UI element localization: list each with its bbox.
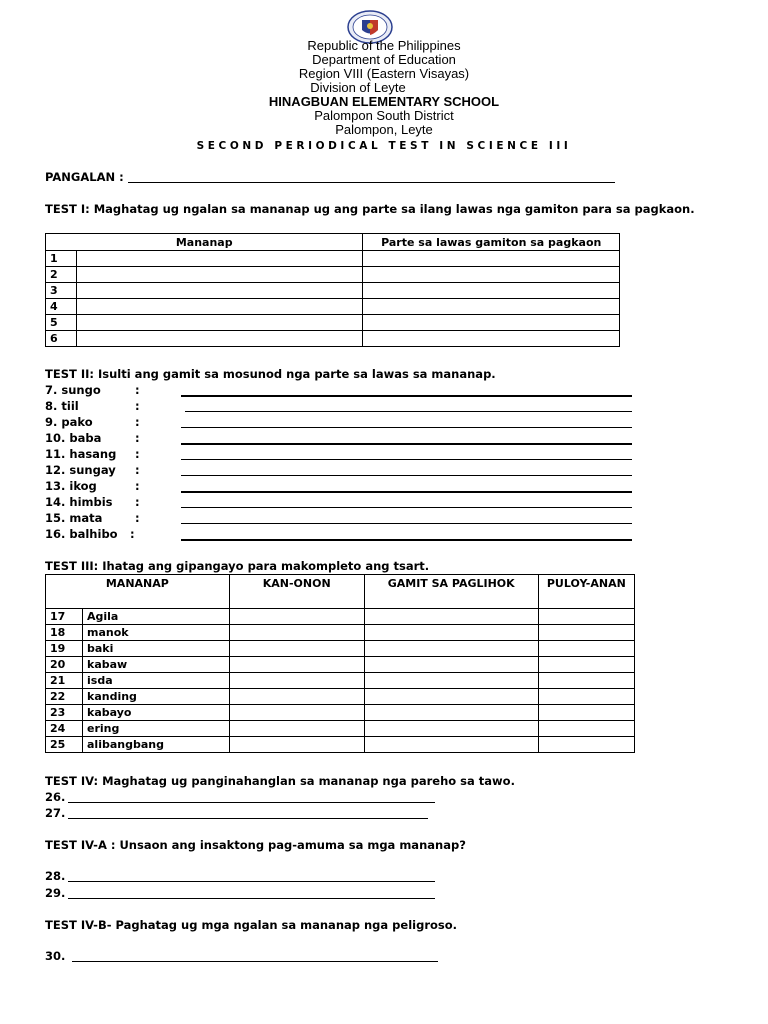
table-row — [46, 705, 635, 721]
test2-answer-line[interactable] — [185, 411, 632, 412]
test4-answer-line[interactable] — [68, 802, 435, 803]
answer-cell[interactable] — [364, 641, 538, 657]
table-row — [46, 331, 620, 347]
table-row — [46, 283, 620, 299]
row-number: 3 — [46, 283, 77, 299]
answer-cell[interactable] — [363, 251, 620, 267]
animal-cell: manok — [83, 625, 230, 641]
test4b-instruction: TEST IV-B- Paghatag ug mga ngalan sa mananap nga peligroso. — [45, 918, 458, 932]
test2-item-label: 12. sungay — [45, 463, 116, 477]
test2-item-label: 8. tiil — [45, 399, 79, 413]
row-number: 5 — [46, 315, 77, 331]
name-input-line[interactable] — [128, 182, 615, 183]
header-line-3: Region VIII (Eastern Visayas) — [298, 66, 470, 81]
answer-cell[interactable] — [77, 315, 363, 331]
test3-col-gamit: GAMIT SA PAGLIHOK — [364, 575, 538, 609]
test2-item-colon: : — [135, 399, 140, 413]
test2-item-label: 13. ikog — [45, 479, 97, 493]
answer-cell[interactable] — [538, 721, 634, 737]
animal-cell: kabayo — [83, 705, 230, 721]
test4a-answer-line[interactable] — [68, 881, 435, 882]
test4a-answer-line[interactable] — [68, 898, 435, 899]
table-row — [46, 721, 635, 737]
table-row — [46, 737, 635, 753]
answer-cell[interactable] — [538, 673, 634, 689]
table-row — [46, 267, 620, 283]
answer-cell[interactable] — [363, 283, 620, 299]
test2-item-colon: : — [135, 479, 140, 493]
answer-cell[interactable] — [364, 625, 538, 641]
animal-cell: kabaw — [83, 657, 230, 673]
animal-cell: kanding — [83, 689, 230, 705]
table-row — [46, 657, 635, 673]
answer-cell[interactable] — [229, 673, 364, 689]
answer-cell[interactable] — [229, 705, 364, 721]
answer-cell[interactable] — [77, 331, 363, 347]
answer-cell[interactable] — [538, 657, 634, 673]
answer-cell[interactable] — [538, 705, 634, 721]
answer-cell[interactable] — [363, 331, 620, 347]
test2-answer-line[interactable] — [181, 427, 632, 428]
test4b-answer-line[interactable] — [72, 961, 438, 962]
test3-table — [45, 574, 635, 753]
answer-cell[interactable] — [363, 315, 620, 331]
test4-item-label: 27. — [45, 806, 66, 820]
test4a-item-label: 29. — [45, 886, 66, 900]
animal-cell: alibangbang — [83, 737, 230, 753]
animal-cell: ering — [83, 721, 230, 737]
row-number: 22 — [46, 689, 83, 705]
row-number: 24 — [46, 721, 83, 737]
test2-item-colon: : — [135, 415, 140, 429]
test3-col-kanonon: KAN-ONON — [229, 575, 364, 609]
answer-cell[interactable] — [77, 267, 363, 283]
test2-item-colon: : — [135, 511, 140, 525]
exam-title: SECOND PERIODICAL TEST IN SCIENCE III — [196, 140, 572, 152]
test1-instruction: TEST I: Maghatag ug ngalan sa mananap ug ang parte sa ilang lawas nga gamiton para sa pagkaon. — [45, 202, 695, 216]
test2-item-colon: : — [135, 495, 140, 509]
row-number: 25 — [46, 737, 83, 753]
test2-answer-line[interactable] — [181, 523, 632, 524]
row-number: 19 — [46, 641, 83, 657]
table-row — [46, 641, 635, 657]
test2-answer-line[interactable] — [181, 475, 632, 476]
test2-answer-line[interactable] — [181, 539, 632, 541]
answer-cell[interactable] — [364, 721, 538, 737]
answer-cell[interactable] — [364, 609, 538, 625]
test2-answer-line[interactable] — [181, 459, 632, 460]
test2-item-colon: : — [135, 383, 140, 397]
test4a-instruction: TEST IV-A : Unsaon ang insaktong pag-amuma sa mga mananap? — [45, 838, 466, 852]
test4b-item-label: 30. — [45, 949, 66, 963]
test2-answer-line[interactable] — [181, 443, 632, 445]
answer-cell[interactable] — [229, 737, 364, 753]
table-row — [46, 609, 635, 625]
answer-cell[interactable] — [364, 689, 538, 705]
test2-answer-line[interactable] — [181, 395, 632, 397]
town-name: Palompon, Leyte — [335, 122, 433, 137]
test2-item-colon: : — [135, 447, 140, 461]
test4-instruction: TEST IV: Maghatag ug panginahanglan sa mananap nga pareho sa tawo. — [45, 774, 515, 788]
row-number: 6 — [46, 331, 77, 347]
row-number: 23 — [46, 705, 83, 721]
test2-item-colon: : — [135, 463, 140, 477]
row-number: 17 — [46, 609, 83, 625]
row-number: 20 — [46, 657, 83, 673]
test2-item-label: 7. sungo — [45, 383, 101, 397]
table-row — [46, 251, 620, 267]
table-row — [46, 673, 635, 689]
answer-cell[interactable] — [363, 299, 620, 315]
test4a-item-label: 28. — [45, 869, 66, 883]
name-label: PANGALAN : — [45, 170, 124, 184]
test1-table — [45, 233, 620, 347]
answer-cell[interactable] — [229, 641, 364, 657]
test1-col-mananap: Mananap — [46, 234, 363, 251]
test3-col-puloyanan: PULOY-ANAN — [538, 575, 634, 609]
answer-cell[interactable] — [229, 721, 364, 737]
answer-cell[interactable] — [538, 609, 634, 625]
test2-item-label: 11. hasang — [45, 447, 117, 461]
test3-col-mananap: MANANAP — [46, 575, 230, 609]
answer-cell[interactable] — [77, 251, 363, 267]
test2-item-colon: : — [135, 431, 140, 445]
header-line-2: Department of Education — [312, 52, 456, 67]
answer-cell[interactable] — [364, 657, 538, 673]
test2-item-label: 14. himbis — [45, 495, 113, 509]
row-number: 21 — [46, 673, 83, 689]
answer-cell[interactable] — [538, 737, 634, 753]
answer-cell[interactable] — [229, 625, 364, 641]
answer-cell[interactable] — [538, 625, 634, 641]
answer-cell[interactable] — [363, 267, 620, 283]
table-row — [46, 299, 620, 315]
answer-cell[interactable] — [364, 705, 538, 721]
header-line-4: Division of Leyte — [310, 80, 406, 95]
test2-answer-line[interactable] — [181, 507, 632, 508]
test2-item-label: 10. baba — [45, 431, 102, 445]
row-number: 1 — [46, 251, 77, 267]
answer-cell[interactable] — [229, 657, 364, 673]
test2-item-label: 15. mata — [45, 511, 103, 525]
answer-cell[interactable] — [229, 689, 364, 705]
test4-answer-line[interactable] — [68, 818, 428, 819]
answer-cell[interactable] — [77, 283, 363, 299]
animal-cell: baki — [83, 641, 230, 657]
test2-item-label: 16. balhibo — [45, 527, 118, 541]
row-number: 4 — [46, 299, 77, 315]
test3-instruction: TEST III: Ihatag ang gipangayo para makompleto ang tsart. — [45, 559, 430, 573]
test2-item-colon: : — [130, 527, 135, 541]
test2-item-label: 9. pako — [45, 415, 93, 429]
test1-col-parte: Parte sa lawas gamiton sa pagkaon — [363, 234, 620, 251]
test2-instruction: TEST II: Isulti ang gamit sa mosunod nga parte sa lawas sa mananap. — [45, 367, 496, 381]
header-line-1: Republic of the Philippines — [307, 38, 461, 53]
district-name: Palompon South District — [314, 108, 454, 123]
animal-cell: isda — [83, 673, 230, 689]
row-number: 18 — [46, 625, 83, 641]
answer-cell[interactable] — [229, 609, 364, 625]
answer-cell[interactable] — [364, 673, 538, 689]
table-row — [46, 625, 635, 641]
answer-cell[interactable] — [364, 737, 538, 753]
animal-cell: Agila — [83, 609, 230, 625]
answer-cell[interactable] — [77, 299, 363, 315]
answer-cell[interactable] — [538, 641, 634, 657]
test2-answer-line[interactable] — [181, 491, 632, 493]
answer-cell[interactable] — [538, 689, 634, 705]
test4-item-label: 26. — [45, 790, 66, 804]
table-row — [46, 315, 620, 331]
school-name: HINAGBUAN ELEMENTARY SCHOOL — [268, 94, 500, 109]
row-number: 2 — [46, 267, 77, 283]
table-row — [46, 689, 635, 705]
